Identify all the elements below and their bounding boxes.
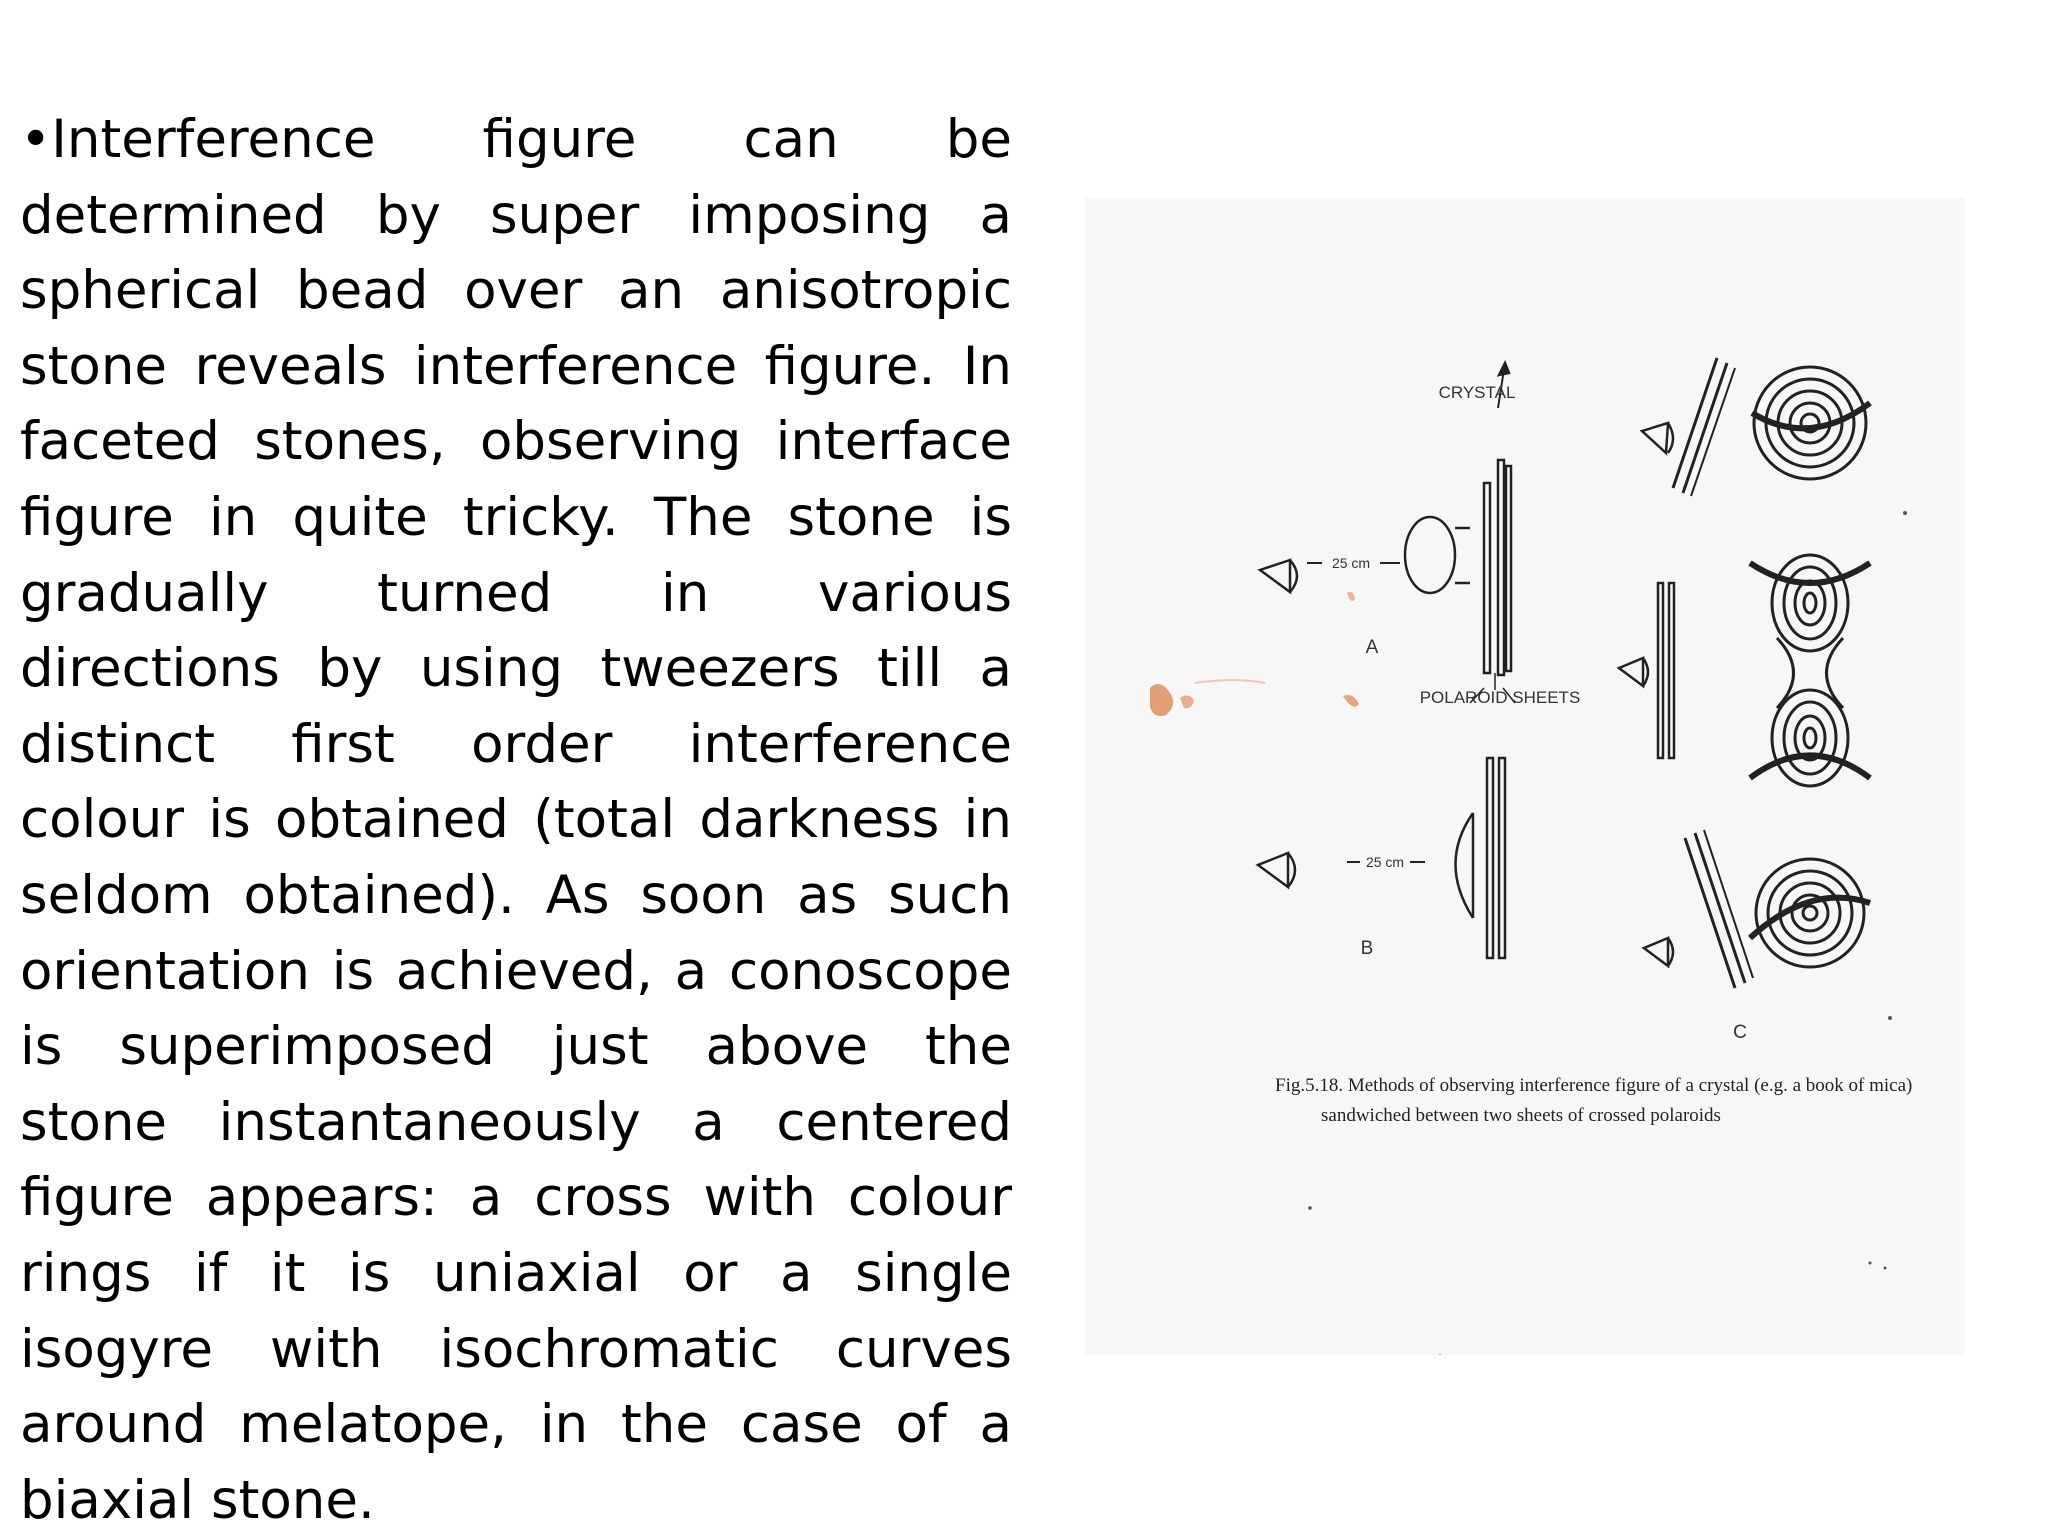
figure-caption-line-1: Fig.5.18. Methods of observing interference figure of a crystal (e.g. a book of mica) — [1275, 1075, 1913, 1096]
interference-figure-diagram — [1085, 198, 1965, 1355]
stain-marks — [1150, 592, 1359, 716]
label-crystal: CRYSTAL — [1438, 383, 1516, 402]
label-distance-b: 25 cm — [1365, 854, 1405, 870]
label-b: B — [1360, 938, 1374, 959]
label-polaroid-sheets: POLAROID SHEETS — [1419, 688, 1581, 707]
label-distance-a: 25 cm — [1331, 555, 1371, 571]
figure-caption-line-2: sandwiched between two sheets of crossed polaroids — [1321, 1105, 1721, 1126]
label-c: C — [1733, 1022, 1747, 1043]
setup-a — [1260, 363, 1515, 703]
label-a: A — [1365, 637, 1379, 658]
body-paragraph: •Interference figure can be determined by super imposing a spherical bead over an anisotropic stone reveals interference figure. In faceted stones, observing interface figure in quite tricky. The stone is gradually turned in various directions by using tweezers till a distinct first order interference colour is obtained (total darkness in seldom obtained). As soon as such orientation is achieved, a conoscope is superimposed just above the stone instantaneously a centered figure appears: a cross with colour rings if it is uniaxial or a single isogyre with isochromatic curves around melatope, in the case of a biaxial stone. — [20, 109, 1012, 1531]
scanned-figure — [1085, 198, 1965, 1355]
setup-c — [1619, 358, 1870, 988]
